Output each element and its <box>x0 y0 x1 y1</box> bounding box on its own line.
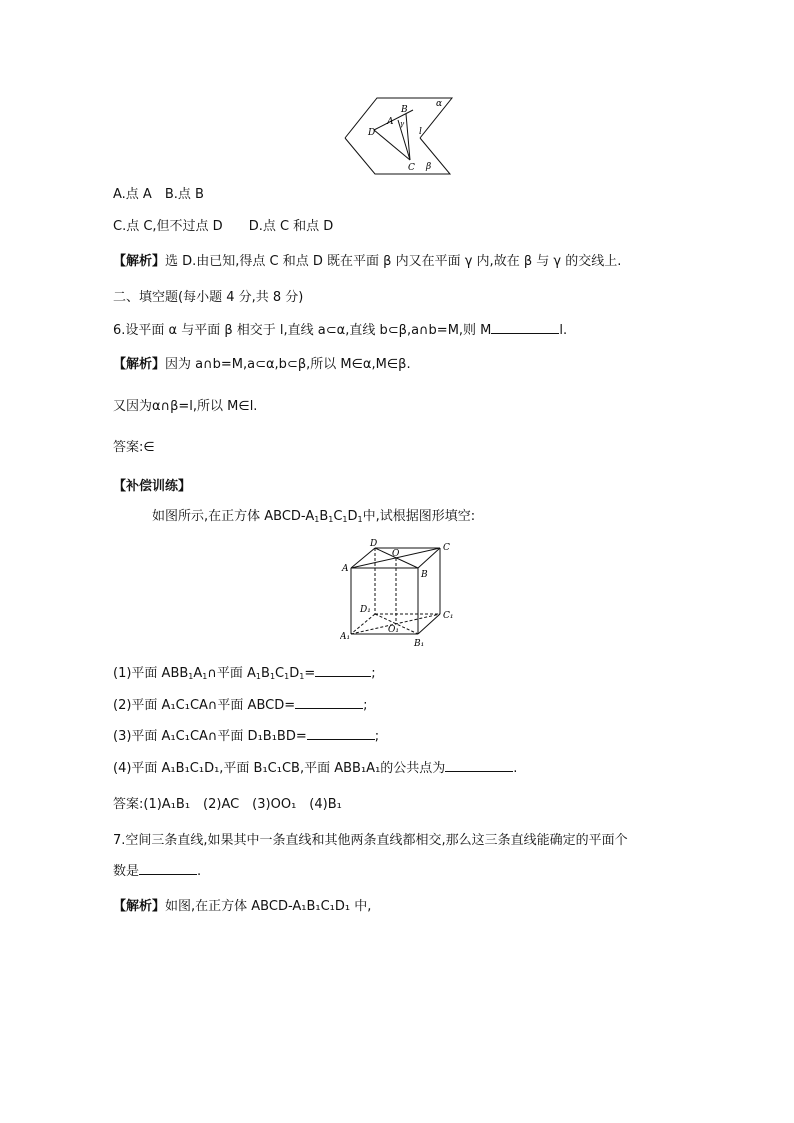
label-l: l <box>419 127 422 137</box>
cube-label-A1: A₁ <box>340 632 351 642</box>
q6-stem <box>113 321 567 340</box>
blank <box>445 759 513 772</box>
q6-blank <box>491 321 559 334</box>
q7-analysis <box>113 898 371 916</box>
q5-options-line2: C.点 C,但不过点 D D.点 C 和点 D <box>113 219 334 234</box>
analysis-text: 因为 a∩b=M,a⊂α,b⊂β,所以 M∈α,M∈β. <box>165 357 411 372</box>
cube-edge <box>418 614 440 634</box>
cube-edge <box>418 548 440 568</box>
cube-label-B1: B₁ <box>414 639 425 649</box>
cube-label-D1: D₁ <box>360 605 371 615</box>
cube-label-C: C <box>443 543 450 553</box>
label-C: C <box>408 163 415 173</box>
analysis-tag: 【解析】 <box>113 254 166 269</box>
q5-analysis <box>113 253 621 271</box>
intro-before: 如图所示,在正方体 ABCD-A <box>152 509 315 524</box>
blank <box>307 727 375 740</box>
blank <box>315 664 371 677</box>
q6-stem-after: l. <box>559 323 568 338</box>
plane-beta-outline <box>345 138 450 174</box>
blank <box>295 696 363 709</box>
label-alpha: α <box>436 99 443 109</box>
supplement-item-2: (2)平面 A₁C₁CA∩平面 ABCD= ; <box>113 698 368 713</box>
cube-label-A: A <box>342 564 349 574</box>
supplement-intro: 如图所示,在正方体 ABCD-$A_1B_1C_1D_1$中,试根据图形填空: <box>152 509 476 524</box>
label-beta: β <box>426 162 432 172</box>
line-DC <box>374 130 410 160</box>
cube-label-O1: O₁ <box>388 625 399 635</box>
supplement-item-4: (4)平面 A₁B₁C₁D₁,平面 B₁C₁CB,平面 ABB₁A₁的公共点为 . <box>113 761 518 776</box>
cube-label-O: O <box>392 549 400 559</box>
q7-line1: 7.空间三条直线,如果其中一条直线和其他两条直线都相交,那么这三条直线能确定的平面个 <box>113 833 628 848</box>
supplement-tag: 【补偿训练】 <box>113 479 192 494</box>
cube-label-B: B <box>421 570 428 580</box>
analysis-text: 如图,在正方体 ABCD-A₁B₁C₁D₁ 中, <box>165 899 372 914</box>
q7-blank <box>139 862 197 875</box>
q6-stem-before: 6.设平面 α 与平面 β 相交于 l,直线 a⊂α,直线 b⊂β,a∩b=M,则 M <box>113 323 492 338</box>
label-D: D <box>368 128 376 138</box>
cube-label-C1: C₁ <box>443 611 454 621</box>
q7-line2: 数是 . <box>113 864 202 879</box>
supplement-item-1: (1)平面 $ABB_1A_1\cap$平面 $A_1B_1C_1D_1=$ ; <box>113 666 376 681</box>
label-gamma: γ <box>400 120 405 128</box>
supplement-item-3: (3)平面 A₁C₁CA∩平面 D₁B₁BD= ; <box>113 729 380 744</box>
q6-analysis <box>113 356 411 374</box>
label-B: B <box>401 105 408 115</box>
analysis-text: 选 D.由已知,得点 C 和点 D 既在平面 β 内又在平面 γ 内,故在 β 与 γ 的交线上. <box>165 254 622 269</box>
planes-figure <box>340 92 460 178</box>
q6-answer: 答案:∈ <box>113 440 155 455</box>
analysis-tag: 【解析】 <box>113 899 166 914</box>
label-A: A <box>387 117 394 127</box>
supplement-answer: 答案:(1)A₁B₁ (2)AC (3)OO₁ (4)B₁ <box>113 797 342 812</box>
section-heading: 二、填空题(每小题 4 分,共 8 分) <box>113 290 304 305</box>
analysis-tag: 【解析】 <box>113 357 166 372</box>
intro-after: 中,试根据图形填空: <box>362 509 476 524</box>
cube-label-D: D <box>370 539 378 549</box>
q5-options-line1: A.点 A B.点 B <box>113 187 204 202</box>
q6-followup: 又因为α∩β=l,所以 M∈l. <box>113 399 258 414</box>
cube-figure <box>340 538 460 650</box>
